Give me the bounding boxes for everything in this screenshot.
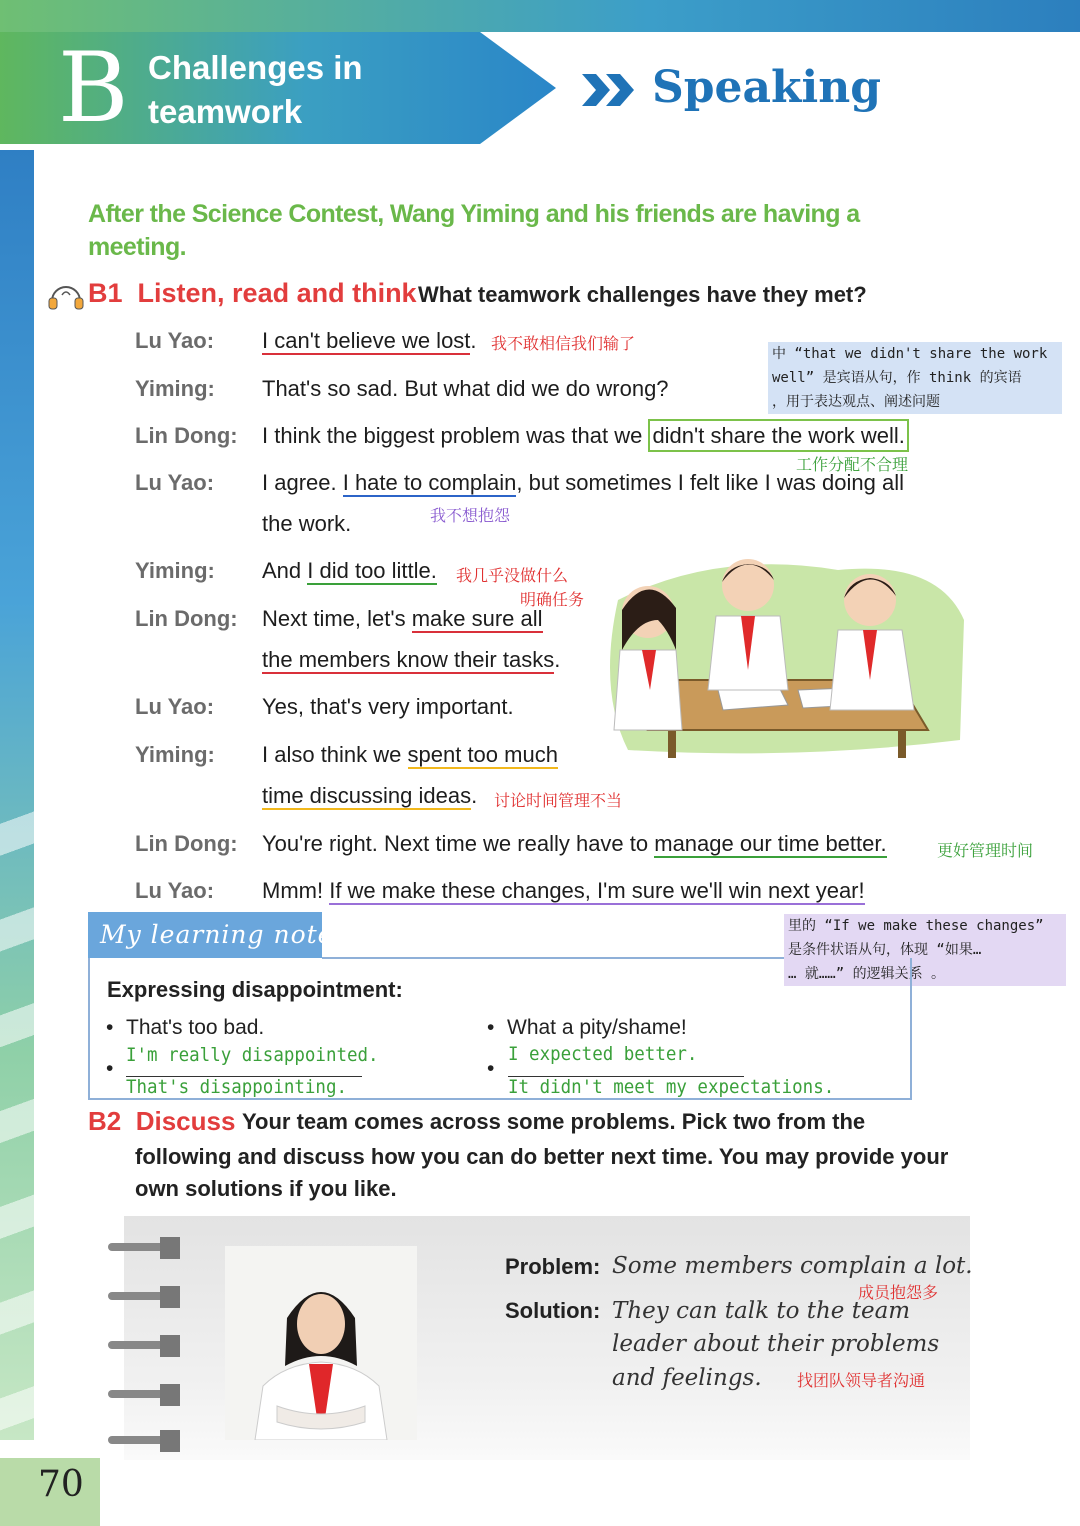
- learning-notes-heading: Expressing disappointment:: [107, 977, 403, 1002]
- b1-heading: [88, 278, 417, 309]
- speaker-label: Lin Dong:: [135, 831, 238, 856]
- header-band: [0, 0, 1080, 32]
- bullet-icon: •: [487, 1057, 495, 1080]
- binder-ring-icon: [108, 1384, 180, 1406]
- binder-ring-icon: [108, 1430, 180, 1452]
- annotation-note: 成员抱怨多: [858, 1283, 939, 1302]
- handwritten-phrase: It didn't meet my expectations.: [508, 1076, 835, 1098]
- speaker-label: Lu Yao:: [135, 694, 215, 719]
- b1-title: Listen, read and think: [137, 278, 417, 308]
- headphones-icon: [46, 281, 86, 311]
- double-chevron-icon: [580, 70, 640, 110]
- dialogue-line: [262, 423, 909, 449]
- highlighted-phrase: time discussing ideas: [262, 783, 472, 808]
- bullet-icon: •: [487, 1016, 495, 1039]
- dialogue-line: [262, 606, 543, 632]
- phrase-item: That's too bad.: [126, 1016, 265, 1039]
- students-meeting-illustration: [598, 540, 966, 760]
- grammar-note-line: 是条件状语从句，体现 “如果…: [788, 942, 982, 958]
- speaker-label: Lu Yao:: [135, 470, 215, 495]
- solution-text: leader about their problems: [612, 1331, 940, 1357]
- skill-label: Speaking: [652, 62, 882, 113]
- dialogue-line: [262, 783, 477, 809]
- handwritten-phrase: I'm really disappointed.: [126, 1044, 379, 1066]
- annotation-note: 工作分配不合理: [796, 455, 909, 474]
- b1-question: What teamwork challenges have they met?: [418, 282, 867, 307]
- problem-label: Problem:: [505, 1254, 601, 1279]
- dialogue-text: Next time, let's: [262, 606, 412, 631]
- speaker-label: Lu Yao:: [135, 878, 215, 903]
- highlighted-phrase: I can't believe we lost: [262, 328, 471, 353]
- highlighted-phrase: the members know their tasks: [262, 647, 555, 672]
- speaker-label: Lin Dong:: [135, 606, 238, 631]
- dialogue-text: And: [262, 558, 308, 583]
- dialogue-line: [262, 742, 558, 768]
- grammar-note-line: 中 “that we didn't share the work: [772, 346, 1048, 362]
- highlighted-phrase: make sure all: [411, 606, 543, 631]
- highlighted-phrase: If we make these changes, I'm sure we'll win next year!: [329, 878, 865, 903]
- learning-notes-divider: [322, 957, 784, 959]
- highlighted-phrase: I hate to complain: [342, 470, 517, 495]
- dialogue-text: .: [554, 647, 561, 672]
- annotation-note: 找团队领导者沟通: [797, 1371, 926, 1390]
- b2-instruction: following and discuss how you can do better next time. You may provide your own solutions if you like.: [135, 1144, 949, 1201]
- highlighted-phrase: I did too little.: [307, 558, 437, 583]
- dialogue-line: [262, 558, 437, 584]
- binder-ring-icon: [108, 1237, 180, 1259]
- boxed-phrase: didn't share the work well.: [648, 419, 908, 452]
- annotation-note: 我不敢相信我们输了: [491, 334, 636, 353]
- b1-number: B1: [88, 278, 123, 308]
- dialogue-text: .: [470, 328, 477, 353]
- section-letter: B: [58, 32, 129, 144]
- solution-label: Solution:: [505, 1298, 601, 1323]
- bullet-icon: •: [106, 1016, 114, 1039]
- dialogue-line: Yes, that's very important.: [262, 694, 514, 719]
- speaker-label: Lin Dong:: [135, 423, 238, 448]
- dialogue-line: [262, 878, 865, 904]
- grammar-note-line: 里的 “If we make these changes”: [788, 918, 1044, 934]
- highlighted-phrase: manage our time better.: [654, 831, 887, 856]
- speaker-label: Lu Yao:: [135, 328, 215, 353]
- b2-heading: [88, 1106, 235, 1137]
- dialogue-text: .: [471, 783, 478, 808]
- dialogue-line: [262, 328, 477, 354]
- bullet-icon: •: [106, 1057, 114, 1080]
- dialogue-line: [262, 647, 560, 673]
- dialogue-text: , but sometimes I felt like I was doing all: [516, 470, 905, 495]
- grammar-note-line: … 就……” 的逻辑关系 。: [788, 966, 946, 982]
- grammar-note-line: ，用于表达观点、阐述问题: [772, 394, 940, 410]
- b2-title: Discuss: [135, 1106, 236, 1136]
- page-side-stripe-pattern: [0, 760, 34, 1440]
- dialogue-text: I think the biggest problem was that we: [262, 423, 649, 448]
- dialogue-text: I agree.: [262, 470, 343, 495]
- annotation-note: 更好管理时间: [937, 841, 1034, 860]
- grammar-note-line: well” 是宾语从句，作 think 的宾语: [772, 370, 1022, 386]
- problem-text: Some members complain a lot.: [612, 1253, 973, 1279]
- page-number: 70: [38, 1464, 84, 1505]
- solution-text: and feelings.: [612, 1365, 762, 1391]
- dialogue-line: [262, 831, 887, 857]
- dialogue-line: That's so sad. But what did we do wrong?: [262, 376, 669, 401]
- dialogue-line: the work.: [262, 511, 352, 536]
- speaker-label: Yiming:: [135, 558, 215, 583]
- section-title: Challenges in teamwork: [148, 49, 363, 130]
- solution-text: They can talk to the team: [612, 1298, 911, 1324]
- binder-ring-icon: [108, 1286, 180, 1308]
- intro-text: After the Science Contest, Wang Yiming and his friends are having a meeting.: [88, 200, 860, 261]
- handwritten-phrase: I expected better.: [508, 1043, 698, 1065]
- learning-notes-title: My learning notes: [100, 920, 348, 949]
- b2-instruction: Your team comes across some problems. Pick two from the: [242, 1109, 866, 1134]
- student-photo: [225, 1246, 417, 1440]
- phrase-item: What a pity/shame!: [507, 1016, 687, 1039]
- b2-number: B2: [88, 1106, 122, 1136]
- speaker-label: Yiming:: [135, 376, 215, 401]
- annotation-note: 我不想抱怨: [430, 506, 511, 525]
- binder-ring-icon: [108, 1335, 180, 1357]
- annotation-note: 明确任务: [520, 590, 585, 609]
- dialogue-text: You're right. Next time we really have to: [262, 831, 655, 856]
- handwritten-phrase: That's disappointing.: [126, 1076, 348, 1098]
- annotation-note: 我几乎没做什么: [456, 566, 569, 585]
- highlighted-phrase: spent too much: [407, 742, 558, 767]
- annotation-note: 讨论时间管理不当: [494, 791, 623, 810]
- dialogue-text: Mmm!: [262, 878, 330, 903]
- grammar-note-box: [768, 342, 1062, 414]
- speaker-label: Yiming:: [135, 742, 215, 767]
- dialogue-text: I also think we: [262, 742, 408, 767]
